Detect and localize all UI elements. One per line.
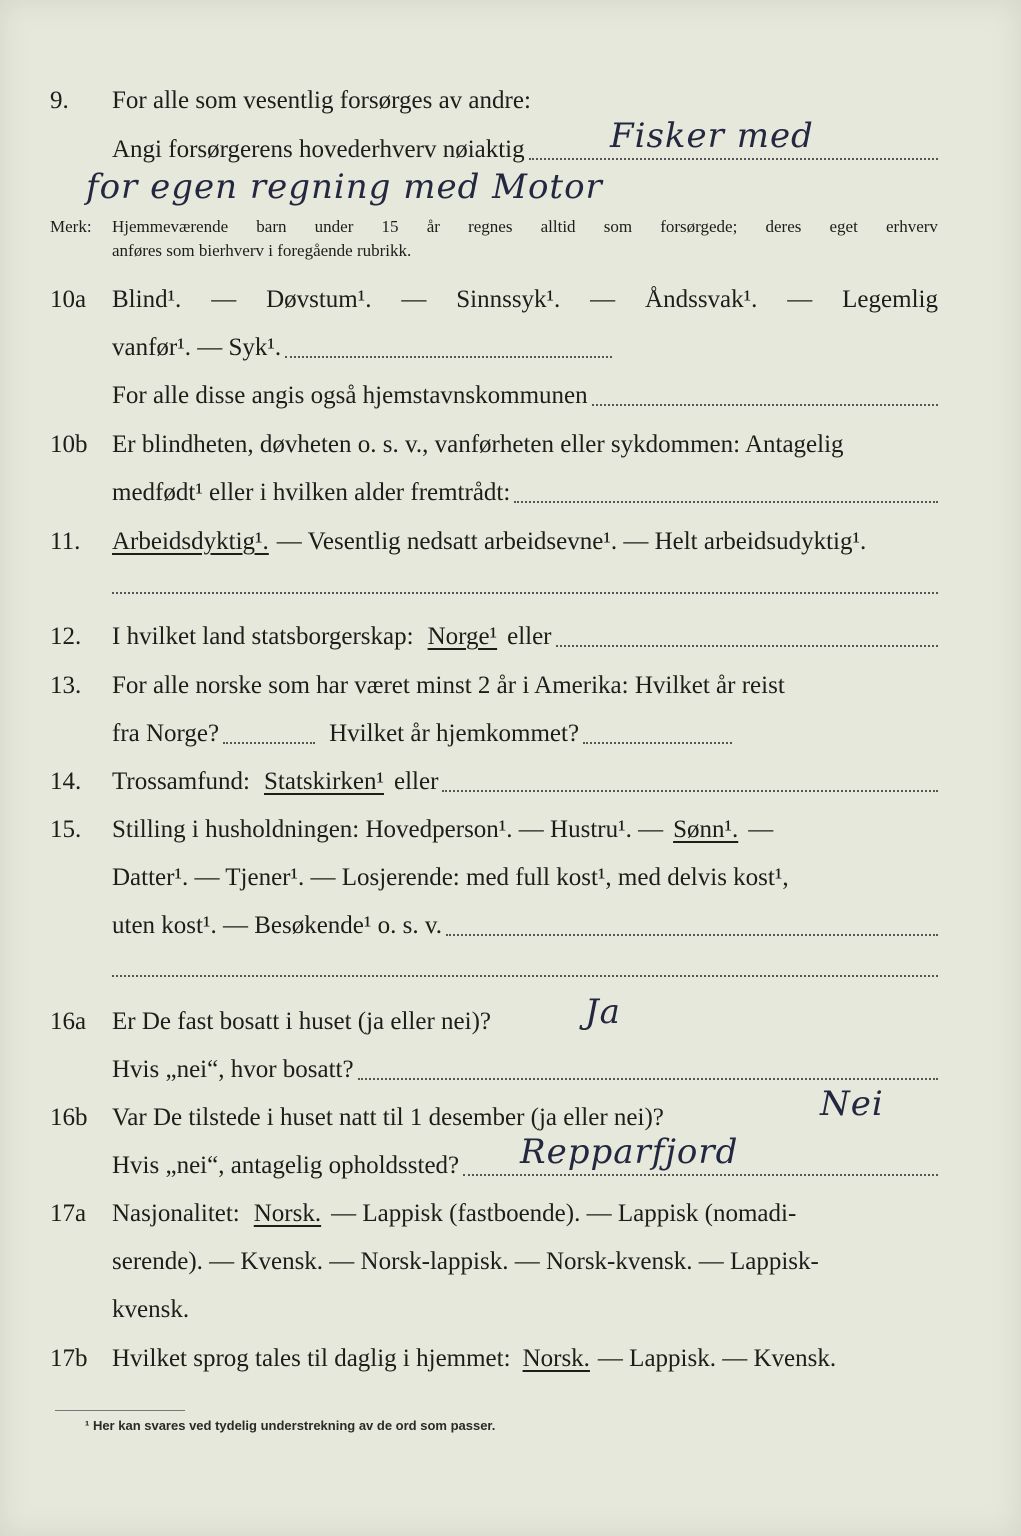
footnote: ¹ Her kan svares ved tydelig understrekning av de ord som passer. [85, 1418, 496, 1433]
q15-extra-fill-line [112, 975, 938, 977]
q11-fill-line [112, 592, 938, 594]
q9-fill-line [529, 158, 938, 160]
q10a-number: 10a [50, 286, 87, 313]
q16a-fill-line [358, 1078, 938, 1080]
q9-answer-handwritten-2: for egen regning med Motor [86, 167, 603, 207]
q10a-hjemstavn-fill-line [592, 404, 938, 406]
q16b-answer-handwritten-1: Nei [820, 1084, 884, 1124]
q9-text-line2: Angi forsørgerens hovederhverv nøiaktig [112, 136, 525, 163]
q9-number: 9. [50, 87, 69, 114]
q17b-number: 17b [50, 1345, 88, 1372]
q10b-fill-line [514, 501, 938, 503]
q9-answer-handwritten-1: Fisker med [610, 116, 814, 156]
note-merk-line2: anføres som bierhverv i foregående rubrikk. [112, 241, 412, 260]
q16a-answer-handwritten: Ja [585, 992, 621, 1032]
q10b-number: 10b [50, 431, 88, 458]
q15-fill-line [446, 934, 938, 936]
q16b-number: 16b [50, 1104, 88, 1131]
note-merk-line1: Hjemmeværende barn under 15 år regnes alltid som forsørgede; deres eget erhverv [112, 217, 938, 236]
note-merk-label: Merk: [50, 217, 92, 236]
q13-hjemkommet-fill-line [583, 742, 732, 744]
q10a-fill-line [285, 356, 612, 358]
q16b-fill-line [463, 1174, 938, 1176]
q16b-answer-handwritten-2: Repparfjord [520, 1132, 739, 1172]
q12-fill-line [556, 645, 938, 647]
footnote-rule [55, 1410, 185, 1411]
q9-text-line1: For alle som vesentlig forsørges av andre: [112, 87, 531, 114]
q16a-number: 16a [50, 1008, 87, 1035]
census-form-page: 9. For alle som vesentlig forsørges av andre: Angi forsørgerens hovederhverv nøiaktig Fisker med for egen regning med Motor Merk: Hjemmeværende barn under 15 år regnes alltid som forsørgede; deres eget erhverv anføres som bierhverv i foregående rubrikk. 10a Blind¹. — Døvstum¹. — Sinnssyk¹. — Åndssvak¹. — Legemlig vanfør¹. — Syk¹. For alle disse angis også hjemstavnskommunen 10b Er blindheten, døvheten o. s. v., vanførheten eller sykdommen: Antagelig medfødt¹ eller i hvilken alder fremtrådt: 11. Arbeidsdyktig¹. — Vesentlig nedsatt arbeidsevne¹. — Helt arbeidsudyktig¹. 12. I hvilket land statsborgerskap: Norge¹ eller 13. For alle norske som har været minst 2 år i Amerika: Hvilket år reist fra Norge? Hvilket år hjemkommet? 14. Trossamfund: Statskirken¹ eller 15. Stilling i husholdningen: Hovedperson¹. — Hustru¹. — Sønn¹. — Datter¹. — Tjener¹. — Losjerende: med full kost¹, med delvis kost¹, uten kost¹. — Besøkende¹ o. s. v. 16a Er De fast bosatt i huset (ja eller nei)? Ja Hvis „nei“, hvor bosatt? 16b Var De tilstede i huset natt til 1 desember (ja eller nei)? Nei Hvis „nei“, antagelig opholdssted? Repparfjord 17a Nasjonalitet: Norsk. — Lappisk (fastboende). — Lappisk (nomadi- serende). — Kvensk. — Norsk-lappisk. — Norsk-kvensk. — Lappisk- kvensk. 17b Hvilket sprog tales til daglig i hjemmet: Norsk. — Lappisk. — Kvensk. ¹ Her kan svares ved tydelig understrekning av de ord som passer. [0, 0, 1021, 1536]
q15-option-sonn: Sønn¹. [673, 816, 739, 843]
q13-reist-fill-line [223, 742, 315, 744]
q11-option-arbeidsdyktig: Arbeidsdyktig¹. [112, 528, 269, 555]
q12-number: 12. [50, 623, 82, 650]
q13-number: 13. [50, 672, 82, 699]
q15-number: 15. [50, 816, 82, 843]
q12-option-norge: Norge¹ [427, 623, 498, 650]
q17a-option-norsk: Norsk. [253, 1200, 322, 1227]
q14-option-statskirken: Statskirken¹ [264, 768, 384, 795]
q11-number: 11. [50, 528, 81, 555]
q17a-number: 17a [50, 1200, 87, 1227]
q14-number: 14. [50, 768, 82, 795]
q14-fill-line [442, 790, 938, 792]
q17b-option-norsk: Norsk. [522, 1345, 590, 1372]
